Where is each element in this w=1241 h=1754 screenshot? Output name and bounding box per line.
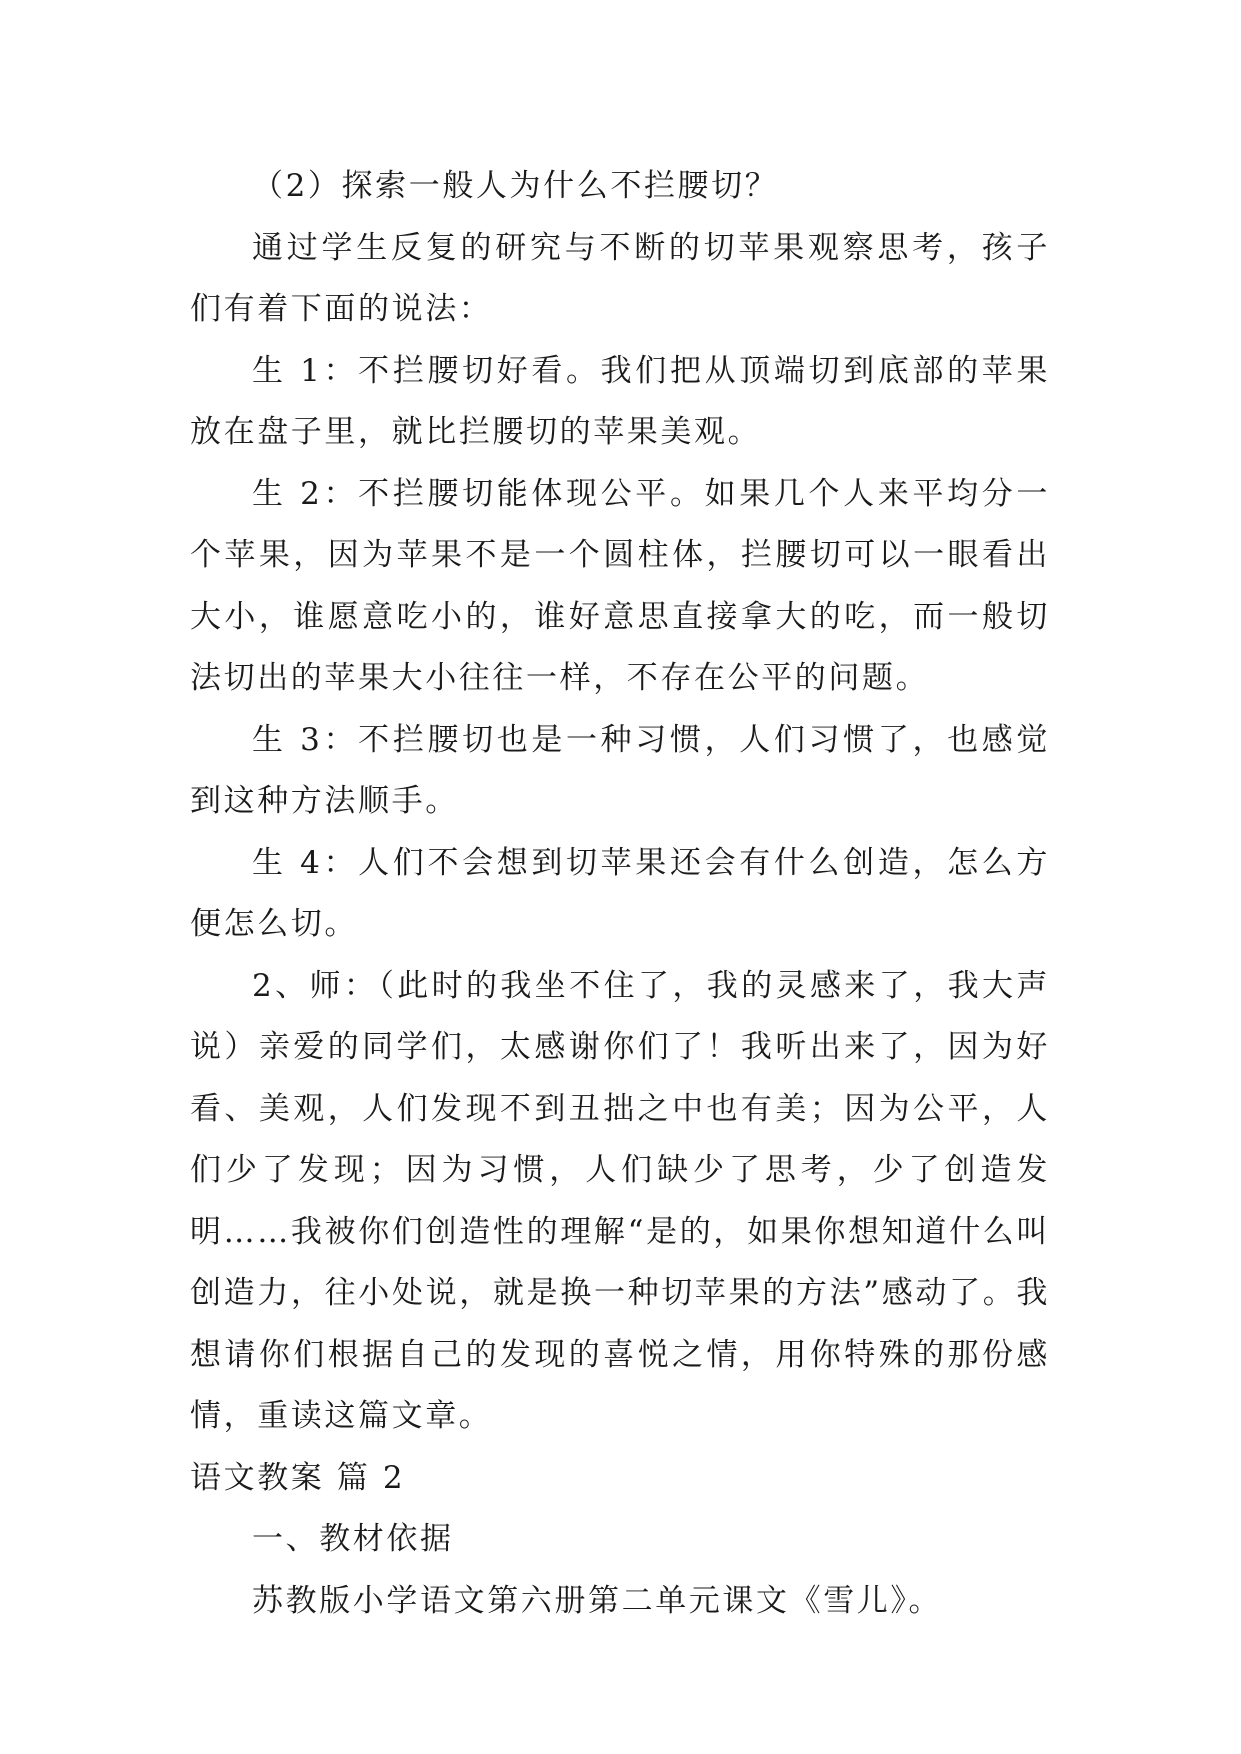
paragraph-question: （2）探索一般人为什么不拦腰切？: [252, 168, 779, 204]
paragraph-student-3: 生 3：不拦腰切也是一种习惯，人们习惯了，也感觉到这种方法顺手。: [190, 721, 1050, 819]
subheading-textbook-basis: 一、教材依据: [252, 1521, 454, 1557]
section-heading: 语文教案 篇 2: [190, 1459, 406, 1496]
paragraph-teacher: 2、师：（此时的我坐不住了，我的灵感来了，我大声说）亲爱的同学们，太感谢你们了！我听出来了，因为好看、美观，人们发现不到丑拙之中也有美；因为公平，人们少了发现；因为习惯，人们缺少了思考，少了创造发明……我被你们创造性的理解“是的，如果你想知道什么叫创造力，往小处说，就是换一种切苹果的方法”感动了。我想请你们根据自己的发现的喜悦之情，用你特殊的那份感情，重读这篇文章。: [190, 967, 1050, 1434]
paragraph-student-1: 生 1：不拦腰切好看。我们把从顶端切到底部的苹果放在盘子里，就比拦腰切的苹果美观。: [190, 352, 1050, 450]
paragraph-textbook-source: 苏教版小学语文第六册第二单元课文《雪儿》。: [252, 1582, 943, 1619]
paragraph-student-4: 生 4：人们不会想到切苹果还会有什么创造，怎么方便怎么切。: [190, 844, 1050, 942]
paragraph-student-2: 生 2：不拦腰切能体现公平。如果几个人来平均分一个苹果，因为苹果不是一个圆柱体，拦腰切可以一眼看出大小，谁愿意吃小的，谁好意思直接拿大的吃，而一般切法切出的苹果大小往往一样，不存在公平的问题。: [190, 475, 1050, 696]
document-body: [190, 156, 1050, 1632]
paragraph-intro: 通过学生反复的研究与不断的切苹果观察思考，孩子们有着下面的说法：: [190, 229, 1050, 327]
